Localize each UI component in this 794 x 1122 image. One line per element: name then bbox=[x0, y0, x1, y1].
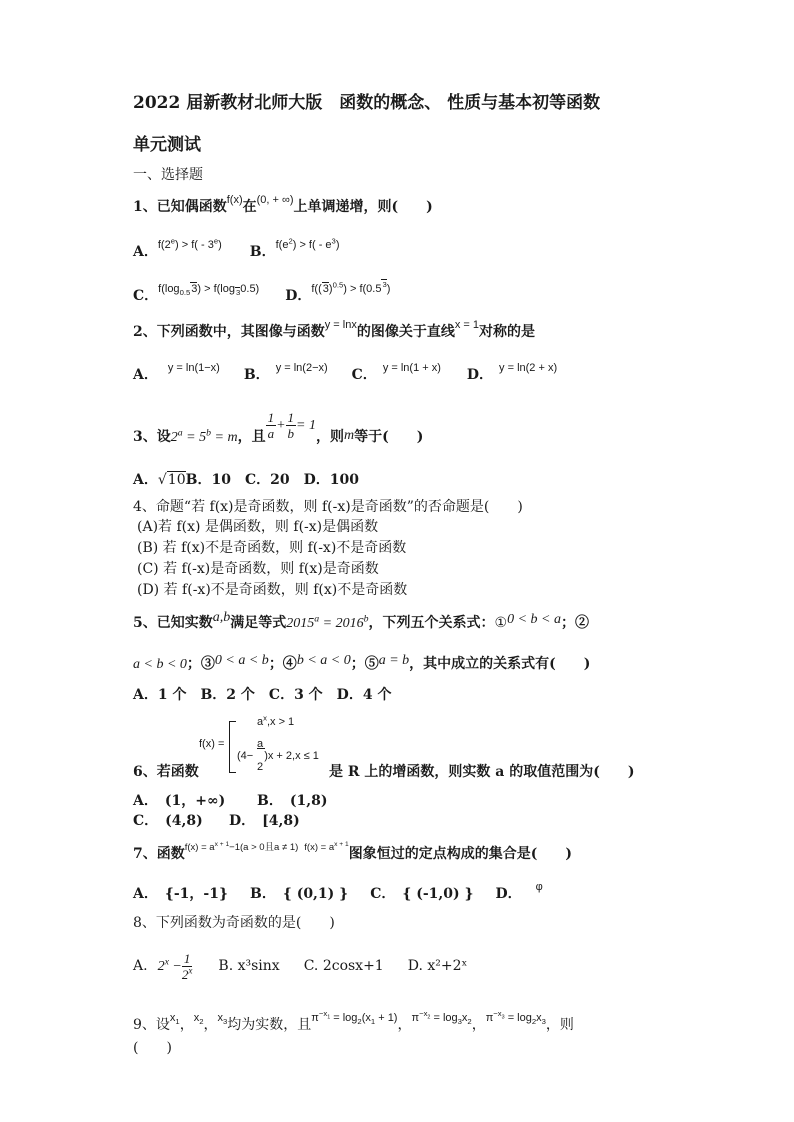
q2-option-c: y = ln(1 + x) bbox=[382, 362, 441, 374]
q6-piecewise-top: $a^x,x > 1$ bbox=[257, 713, 295, 728]
question-5-stem-cont: a < b < 0；③0 < a < b；④b < a < 0；⑤a = b，其中成立的关系式有( ) bbox=[133, 653, 591, 672]
q8-option-a-fraction: $\frac{1}{2^x}$ bbox=[181, 950, 193, 982]
question-3-stem: 3、设$2^a = 5^b = m$，且 $\frac{1}{a}$ + $\frac{1}{b}$ = 1，则m等于( ) bbox=[133, 409, 424, 445]
q3-options-rest: B．10 C．20 D．100 bbox=[185, 472, 359, 488]
section-heading: 一、选择题 bbox=[133, 167, 203, 183]
q4-option-d: (D) 若 f(-x)不是奇函数，则 f(x)不是奇函数 bbox=[137, 582, 408, 598]
q2-func: y = lnx bbox=[324, 319, 357, 331]
q5-relation-2: a < b < 0 bbox=[133, 657, 187, 672]
question-3-options: A．√10B．10 C．20 D．100 bbox=[133, 472, 359, 488]
q1-fx: f(x) bbox=[226, 194, 243, 206]
q6-piecewise-fx: f(x) = bbox=[199, 738, 225, 750]
q3-equation: $2^a = 5^b = m$ bbox=[170, 427, 238, 445]
q4-option-b: (B) 若 f(x)不是奇函数，则 f(-x)不是奇函数 bbox=[137, 540, 407, 556]
document-title: 2022 届新教材北师大版 函数的概念、 性质与基本初等函数 bbox=[133, 93, 601, 113]
question-4-stem: 4、命题“若 f(x)是奇函数，则 f(-x)是奇函数”的否命题是( ) bbox=[133, 499, 523, 515]
q5-relation-5: a = b bbox=[378, 653, 410, 668]
q2-option-d: y = ln(2 + x) bbox=[499, 362, 558, 374]
q6-piecewise-a: a bbox=[257, 738, 264, 750]
q9-equation-3: π−x3 = log2x3 bbox=[485, 1009, 546, 1027]
q3-fraction-1: $\frac{1}{a}$ bbox=[267, 409, 275, 441]
q9-x1: x1 bbox=[169, 1012, 180, 1027]
q7-func: f(x) = ax + 1−1(a > 0且a ≠ 1) bbox=[184, 840, 299, 853]
q7-option-c: C． { (-1,0) } bbox=[370, 886, 474, 902]
q4-option-a: (A)若 f(x) 是偶函数，则 f(-x)是偶函数 bbox=[137, 519, 379, 535]
q8-option-b: B. x³sinx bbox=[218, 958, 280, 974]
question-9-stem: 9、设$^{x_1}$，$^{x_2}$，$^{x_3}$均为实数，且$^{\pi^{-x_1} = log_2(x_1 + 1)}$，$^{\pi^{-x_2} = log_3x_2}$，$^{\pi^{-x_3} = log_2x_3}$，则 bbox=[133, 1009, 574, 1033]
q1-option-b: f(e2) > f( - e3) bbox=[275, 236, 340, 251]
q9-equation-2: π−x2 = log3x2 bbox=[411, 1009, 472, 1027]
document-subtitle: 单元测试 bbox=[133, 135, 201, 155]
question-1-options-ab: A．$^{f(2^e) > f( - 3^e)}$ B．$^{f(e^2) > f( - e^3)}$ bbox=[133, 236, 340, 260]
q9-x2: x2 bbox=[193, 1012, 204, 1027]
q2-line: x = 1 bbox=[454, 319, 480, 331]
q6-option-d: D． [4,8) bbox=[229, 813, 300, 829]
question-1-stem: 1、已知偶函数$^{f(x)}$在$^{(0, + \infty)}$上单调递增，则( ) bbox=[133, 194, 433, 215]
q4-option-c: (C) 若 f(-x)是奇函数，则 f(x)是奇函数 bbox=[137, 561, 379, 577]
q2-option-a: y = ln(1−x) bbox=[167, 362, 220, 374]
question-7-stem: 7、函数$^{f(x) = a^{x + 1}-1(a > 0且a \ne 1)}$ $^{f(x) = a^{x + 1}}$图象恒过的定点构成的集合是( ) bbox=[133, 840, 572, 862]
question-6-stem-b: 是 R 上的增函数，则实数 a 的取值范围为( ) bbox=[329, 764, 635, 780]
question-2-options: A． $^{y = ln(1-x)}$ B． $^{y = ln(2-x)}$ C． $^{y = ln(1 + x)}$ D． $^{y = ln(2 + x)}$ bbox=[133, 362, 558, 383]
question-7-options: A． {-1，-1} B． { (0,1) } C． { (-1,0) } D． $^\varphi$ bbox=[133, 881, 543, 902]
q6-piecewise-brace bbox=[229, 721, 236, 773]
question-5-options: A．1 个 B．2 个 C．3 个 D．4 个 bbox=[133, 687, 392, 703]
q7-option-a: A． {-1，-1} bbox=[133, 886, 228, 902]
q6-piecewise-2: 2 bbox=[257, 761, 264, 773]
q1-interval: (0, + ∞) bbox=[256, 194, 294, 206]
question-5-stem: 5、已知实数a,b满足等式$2015^a = 2016^b$，下列五个关系式：①0 < b < a；② bbox=[133, 610, 589, 631]
q8-option-a-pre: $2^x$ − bbox=[157, 956, 182, 974]
question-8-stem: 8、下列函数为奇函数的是( ) bbox=[133, 915, 335, 931]
q6-option-a: A． (1，+∞) bbox=[133, 793, 226, 809]
question-9-paren: ( ) bbox=[133, 1040, 172, 1056]
q5-relation-4: b < a < 0 bbox=[296, 653, 351, 668]
q5-relation-1: 0 < b < a bbox=[507, 612, 561, 627]
q2-option-b: y = ln(2−x) bbox=[275, 362, 328, 374]
q1-option-c: f(log0.53) > f(log30.5) bbox=[158, 283, 260, 298]
q6-fraction-bar bbox=[257, 748, 265, 749]
q1-option-d: f((3)0.5) > f(0.53) bbox=[311, 280, 391, 295]
q3-option-a: 10 bbox=[167, 472, 186, 488]
q6-option-b: B． (1,8) bbox=[257, 793, 328, 809]
question-8-options: A. $2^x$ − $\frac{1}{2^x}$ B. x³sinx C. 2cosx+1 D. x²+2ˣ bbox=[133, 950, 468, 982]
q3-fraction-2: $\frac{1}{b}$ bbox=[287, 409, 295, 441]
question-1-options-cd: C．$^{f(log_{0.5}3) > f(log_30.5)}$ D．$^{f((3)^{0.5}) > f(0.5^3)}$ bbox=[133, 280, 391, 304]
q8-option-d: D. x²+2ˣ bbox=[407, 958, 468, 974]
q5-ab: a,b bbox=[212, 610, 231, 625]
q9-x3: x3 bbox=[217, 1012, 228, 1027]
q5-equation: $2015^a = 2016^b$ bbox=[286, 613, 369, 631]
q7-option-b: B． { (0,1) } bbox=[249, 886, 349, 902]
q5-relation-3: 0 < a < b bbox=[214, 653, 269, 668]
q1-option-a: f(2e) > f( - 3e) bbox=[157, 236, 222, 251]
q7-option-d: φ bbox=[535, 881, 543, 893]
q9-equation-1: π−x1 = log2(x1 + 1) bbox=[311, 1009, 398, 1027]
q8-option-c: C. 2cosx+1 bbox=[303, 958, 384, 974]
q6-option-c: C． (4,8) bbox=[133, 813, 203, 829]
question-2-stem: 2、下列函数中，其图像与函数$^{y = lnx}$的图像关于直线$^{x = 1}$对称的是 bbox=[133, 319, 536, 340]
q6-piecewise-bottom: (4− )x + 2,x ≤ 1 bbox=[237, 750, 319, 762]
question-6-stem-a: 6、若函数 bbox=[133, 764, 199, 780]
q7-func-2: f(x) = ax + 1 bbox=[304, 840, 349, 853]
